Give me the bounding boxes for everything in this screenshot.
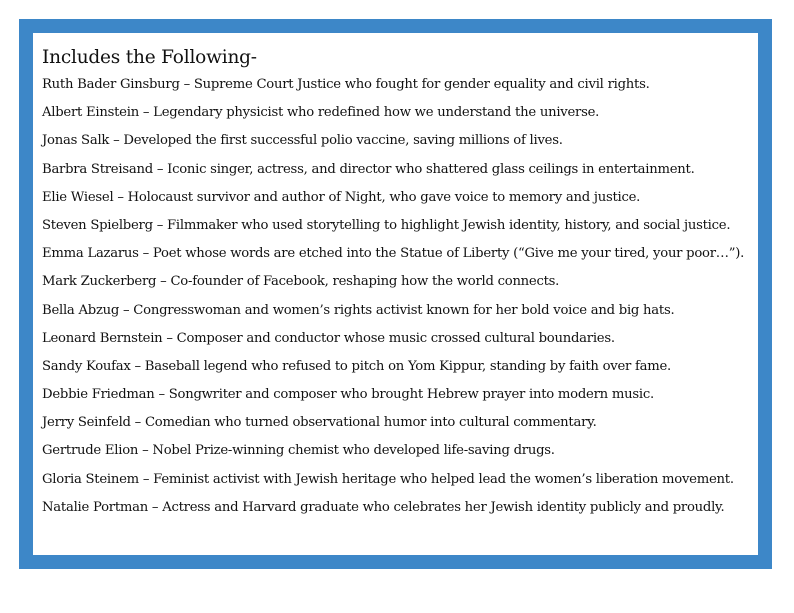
list-item: Sandy Koufax – Baseball legend who refused to pitch on Yom Kippur, standing by faith over fame. xyxy=(42,358,672,374)
list-item: Bella Abzug – Congresswoman and women’s rights activist known for her bold voice and big hats. xyxy=(42,302,675,318)
list-item: Leonard Bernstein – Composer and conductor whose music crossed cultural boundaries. xyxy=(42,330,615,346)
content-panel xyxy=(33,33,758,555)
people-list xyxy=(42,75,744,526)
list-heading: Includes the Following- xyxy=(42,47,257,68)
list-item: Natalie Portman – Actress and Harvard graduate who celebrates her Jewish identity publicly and proudly. xyxy=(42,499,725,515)
list-item: Jonas Salk – Developed the first successful polio vaccine, saving millions of lives. xyxy=(42,133,563,149)
list-item: Steven Spielberg – Filmmaker who used storytelling to highlight Jewish identity, history, and social justice. xyxy=(42,217,731,233)
list-item: Gloria Steinem – Feminist activist with Jewish heritage who helped lead the women’s liberation movement. xyxy=(42,471,734,487)
list-item: Albert Einstein – Legendary physicist who redefined how we understand the universe. xyxy=(42,105,600,121)
list-item: Ruth Bader Ginsburg – Supreme Court Justice who fought for gender equality and civil rights. xyxy=(42,77,650,92)
list-item: Emma Lazarus – Poet whose words are etched into the Statue of Liberty (“Give me your tired, your poor…”). xyxy=(42,246,745,262)
list-item: Barbra Streisand – Iconic singer, actress, and director who shattered glass ceilings in entertainment. xyxy=(42,161,695,177)
list-item: Gertrude Elion – Nobel Prize-winning chemist who developed life-saving drugs. xyxy=(42,443,555,459)
list-item: Debbie Friedman – Songwriter and composer who brought Hebrew prayer into modern music. xyxy=(42,387,654,403)
list-item: Mark Zuckerberg – Co-founder of Facebook, reshaping how the world connects. xyxy=(42,274,560,290)
list-item: Elie Wiesel – Holocaust survivor and author of Night, who gave voice to memory and justice. xyxy=(42,189,641,205)
list-item: Jerry Seinfeld – Comedian who turned observational humor into cultural commentary. xyxy=(42,415,597,431)
